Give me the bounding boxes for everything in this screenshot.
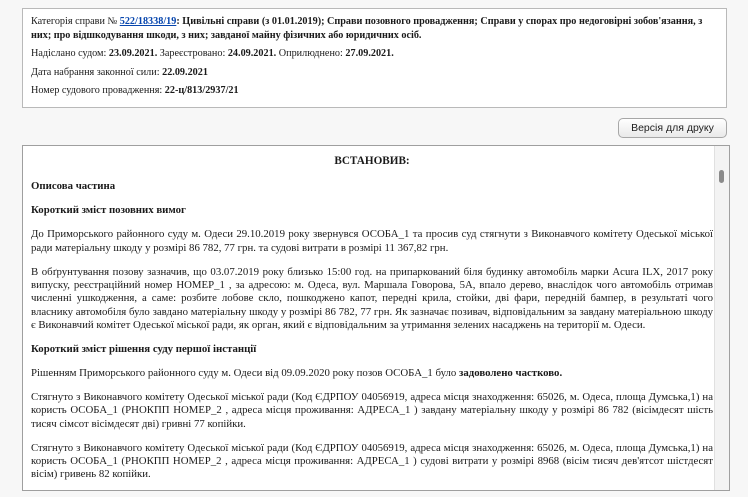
document-heading: ВСТАНОВИВ: bbox=[334, 155, 410, 167]
proceeding-label: Номер судового провадження: bbox=[31, 84, 165, 96]
document-text bbox=[31, 146, 713, 491]
case-info-panel bbox=[22, 8, 727, 108]
scrollbar[interactable] bbox=[714, 146, 729, 490]
case-dates bbox=[31, 47, 718, 61]
effective-date: 22.09.2021 bbox=[162, 66, 208, 78]
section-descriptive: Описова частина bbox=[31, 180, 116, 193]
sent-date: 23.09.2021. bbox=[108, 48, 158, 60]
category-text: : Цивільні справи (з 01.01.2019); Справи позовного провадження; Справи у спорах про недоговірні зобов'язання, з них; про відшкодування шкоди, з них; завданої майну фізичних або юридичних осіб. bbox=[31, 16, 703, 42]
paragraph-emphasis: задоволено частково. bbox=[459, 366, 563, 379]
document-frame[interactable] bbox=[22, 145, 730, 491]
section-first-instance: Короткий зміст рішення суду першої інстанції bbox=[31, 343, 257, 356]
published-label: Оприлюднено: bbox=[276, 48, 346, 60]
category-label: Категорія справи № bbox=[31, 16, 120, 27]
proceeding-number-row bbox=[31, 84, 718, 98]
sent-label: Надіслано судом: bbox=[31, 48, 109, 60]
registered-label: Зареєстровано: bbox=[157, 48, 228, 60]
effective-date-row bbox=[31, 66, 718, 80]
paragraph: В обґрунтування позову зазначив, що 03.07.2019 року близько 15:00 год. на припаркований біля будинку автомобіль марки Acura ILX, 2017 року випуску, реєстраційний номер НОМЕР_1 , за адресою: м. Одеса, вул. Маршала Говорова, 5А, впало дерево, внаслідок чого автомобіль отримав численні ушкодження, а саме: розбите лобове скло, пошкоджено капот, передні крила, стойки, дві фари, передній бампер, в результаті чого власнику автомобіля було завдано матеріальну шкоду у розмірі 86 782, 77 грн. Як зазначає позивач, відповідальним за завдану матеріальною шкоду є Виконавчий комітет Одеської міської ради, як орган, який є відповідальним за утримання зелених насаджень на території м. Одеси. bbox=[31, 265, 713, 332]
paragraph: Стягнуто з Виконавчого комітету Одеської міської ради (Код ЄДРПОУ 04056919, адреса місця знаходження: 65026, м. Одеса, площа Думська,1) на користь ОСОБА_1 (РНОКПП НОМЕР_2 , адреса місця проживання: АДРЕСА_1 ) завдану матеріальну шкоду у розмірі 86 782 (вісімдесят шість тисяч сімсот вісімдесят дві) гривні 77 копійки. bbox=[31, 390, 713, 430]
paragraph bbox=[31, 367, 713, 380]
case-number-link[interactable]: 522/18338/19 bbox=[119, 16, 177, 27]
scroll-thumb[interactable] bbox=[719, 170, 724, 183]
registered-date: 24.09.2021. bbox=[227, 48, 277, 60]
section-claims: Короткий зміст позовних вимог bbox=[31, 204, 186, 217]
paragraph-text: Рішенням Приморського районного суду м. Одеси від 09.09.2020 року позов ОСОБА_1 було bbox=[31, 366, 459, 379]
paragraph: До Приморського районного суду м. Одеси 29.10.2019 року звернувся ОСОБА_1 та просив суд стягнути з Виконавчого комітету Одеської міської ради матеріальну шкоду у розмірі 86 782, 77 грн. та судові витрати в розмірі 11 367,82 грн. bbox=[31, 228, 713, 254]
paragraph: Стягнуто з Виконавчого комітету Одеської міської ради (Код ЄДРПОУ 04056919, адреса місця знаходження: 65026, м. Одеса, площа Думська,1) на користь ОСОБА_1 (РНОКПП НОМЕР_2 , адреса місця проживання: АДРЕСА_1 ) судові витрати у розмірі 8968 (вісім тисяч дев'ятсот шістдесят вісім) гривень 82 копійки. bbox=[31, 441, 713, 481]
proceeding-number: 22-ц/813/2937/21 bbox=[164, 84, 239, 96]
effective-label: Дата набрання законної сили: bbox=[31, 66, 163, 78]
case-category bbox=[31, 15, 718, 43]
published-date: 27.09.2021. bbox=[345, 48, 394, 60]
print-version-button[interactable]: Версія для друку bbox=[618, 118, 727, 138]
